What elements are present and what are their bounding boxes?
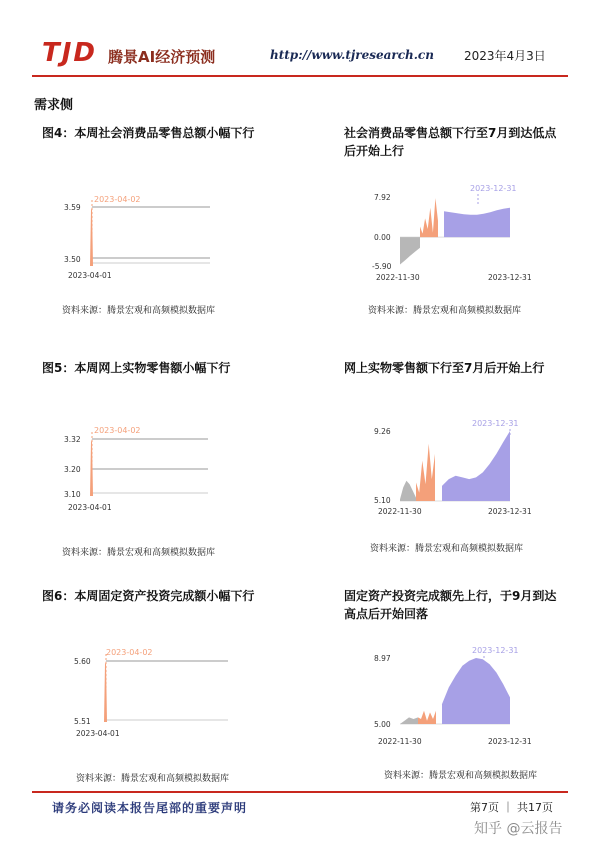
chart-fig4-right bbox=[360, 180, 550, 285]
y-tick-label: 5.51 bbox=[74, 717, 91, 726]
y-tick-label: 3.20 bbox=[64, 465, 81, 474]
area-series bbox=[90, 439, 93, 496]
y-tick-label: 3.59 bbox=[64, 203, 81, 212]
page-number: 第7页 ｜ 共17页 bbox=[470, 801, 553, 814]
area-series bbox=[418, 711, 436, 724]
y-tick-label: 7.92 bbox=[374, 193, 391, 202]
area-series bbox=[90, 207, 93, 266]
annotation-label: 2023-04-02 bbox=[94, 195, 141, 204]
area-series bbox=[444, 208, 510, 237]
fig6r-title: 固定资产投资完成额先上行，于9月到达高点后开始回落 bbox=[344, 589, 557, 621]
fig6-source: 资料来源：腾景宏观和高频模拟数据库 bbox=[76, 774, 230, 784]
y-tick-label: -5.90 bbox=[372, 262, 392, 271]
x-tick-label: 2023-12-31 bbox=[488, 737, 532, 746]
annotation-label: 2023-04-02 bbox=[106, 648, 153, 657]
x-tick-label: 2022-11-30 bbox=[378, 737, 422, 746]
disclaimer-notice: 请务必阅读本报告尾部的重要声明 bbox=[52, 801, 248, 815]
report-date: 2023年4月3日 bbox=[464, 49, 546, 63]
website-link[interactable]: http://www.tjresearch.cn bbox=[270, 48, 434, 62]
fig6-title: 图6：本周固定资产投资完成额小幅下行 bbox=[42, 589, 255, 603]
y-tick-label: 3.50 bbox=[64, 255, 81, 264]
area-series bbox=[104, 661, 107, 722]
y-tick-label: 5.60 bbox=[74, 657, 91, 666]
area-series bbox=[400, 717, 418, 724]
x-tick-label: 2023-04-01 bbox=[68, 503, 112, 512]
header-rule bbox=[32, 75, 568, 77]
section-title: 需求侧 bbox=[34, 98, 74, 113]
annotation-label: 2023-12-31 bbox=[472, 419, 519, 428]
header-logo bbox=[42, 40, 272, 70]
chart-fig5-left bbox=[40, 420, 270, 520]
y-tick-label: 8.97 bbox=[374, 654, 391, 663]
fig5-source: 资料来源：腾景宏观和高频模拟数据库 bbox=[62, 548, 216, 558]
fig6r-source: 资料来源：腾景宏观和高频模拟数据库 bbox=[384, 771, 538, 781]
annotation-label: 2023-04-02 bbox=[94, 426, 141, 435]
y-tick-label: 9.26 bbox=[374, 427, 391, 436]
fig4r-source: 资料来源：腾景宏观和高频模拟数据库 bbox=[368, 306, 522, 316]
fig4-source: 资料来源：腾景宏观和高频模拟数据库 bbox=[62, 306, 216, 316]
x-tick-label: 2023-04-01 bbox=[68, 271, 112, 280]
chart-fig5-right bbox=[360, 415, 550, 520]
brand-name: 腾景AI经济预测 bbox=[108, 48, 216, 66]
watermark: 知乎 @云报告 bbox=[474, 821, 563, 837]
x-tick-label: 2022-11-30 bbox=[376, 273, 420, 282]
y-tick-label: 3.10 bbox=[64, 490, 81, 499]
fig5r-source: 资料来源：腾景宏观和高频模拟数据库 bbox=[370, 544, 524, 554]
y-tick-label: 3.32 bbox=[64, 435, 81, 444]
x-tick-label: 2022-11-30 bbox=[378, 507, 422, 516]
area-series bbox=[400, 237, 420, 264]
footer-rule bbox=[32, 791, 568, 793]
area-series bbox=[420, 198, 438, 237]
area-series bbox=[400, 481, 416, 501]
x-tick-label: 2023-12-31 bbox=[488, 507, 532, 516]
y-tick-label: 0.00 bbox=[374, 233, 391, 242]
area-series bbox=[442, 431, 510, 501]
chart-fig6-right bbox=[360, 642, 550, 747]
fig4r-title: 社会消费品零售总额下行至7月到达低点后开始上行 bbox=[344, 126, 557, 158]
y-tick-label: 5.00 bbox=[374, 720, 391, 729]
y-tick-label: 5.10 bbox=[374, 496, 391, 505]
x-tick-label: 2023-04-01 bbox=[76, 729, 120, 738]
chart-fig6-left bbox=[60, 642, 260, 742]
chart-fig4-left bbox=[40, 180, 270, 285]
logo-text: TJD bbox=[42, 38, 97, 68]
fig4-title: 图4：本周社会消费品零售总额小幅下行 bbox=[42, 126, 255, 140]
x-tick-label: 2023-12-31 bbox=[488, 273, 532, 282]
annotation-label: 2023-12-31 bbox=[472, 646, 519, 655]
area-series bbox=[416, 444, 435, 501]
area-series bbox=[442, 658, 510, 724]
annotation-label: 2023-12-31 bbox=[470, 184, 517, 193]
fig5-title: 图5：本周网上实物零售额小幅下行 bbox=[42, 361, 231, 375]
fig5r-title: 网上实物零售额下行至7月后开始上行 bbox=[344, 361, 545, 375]
